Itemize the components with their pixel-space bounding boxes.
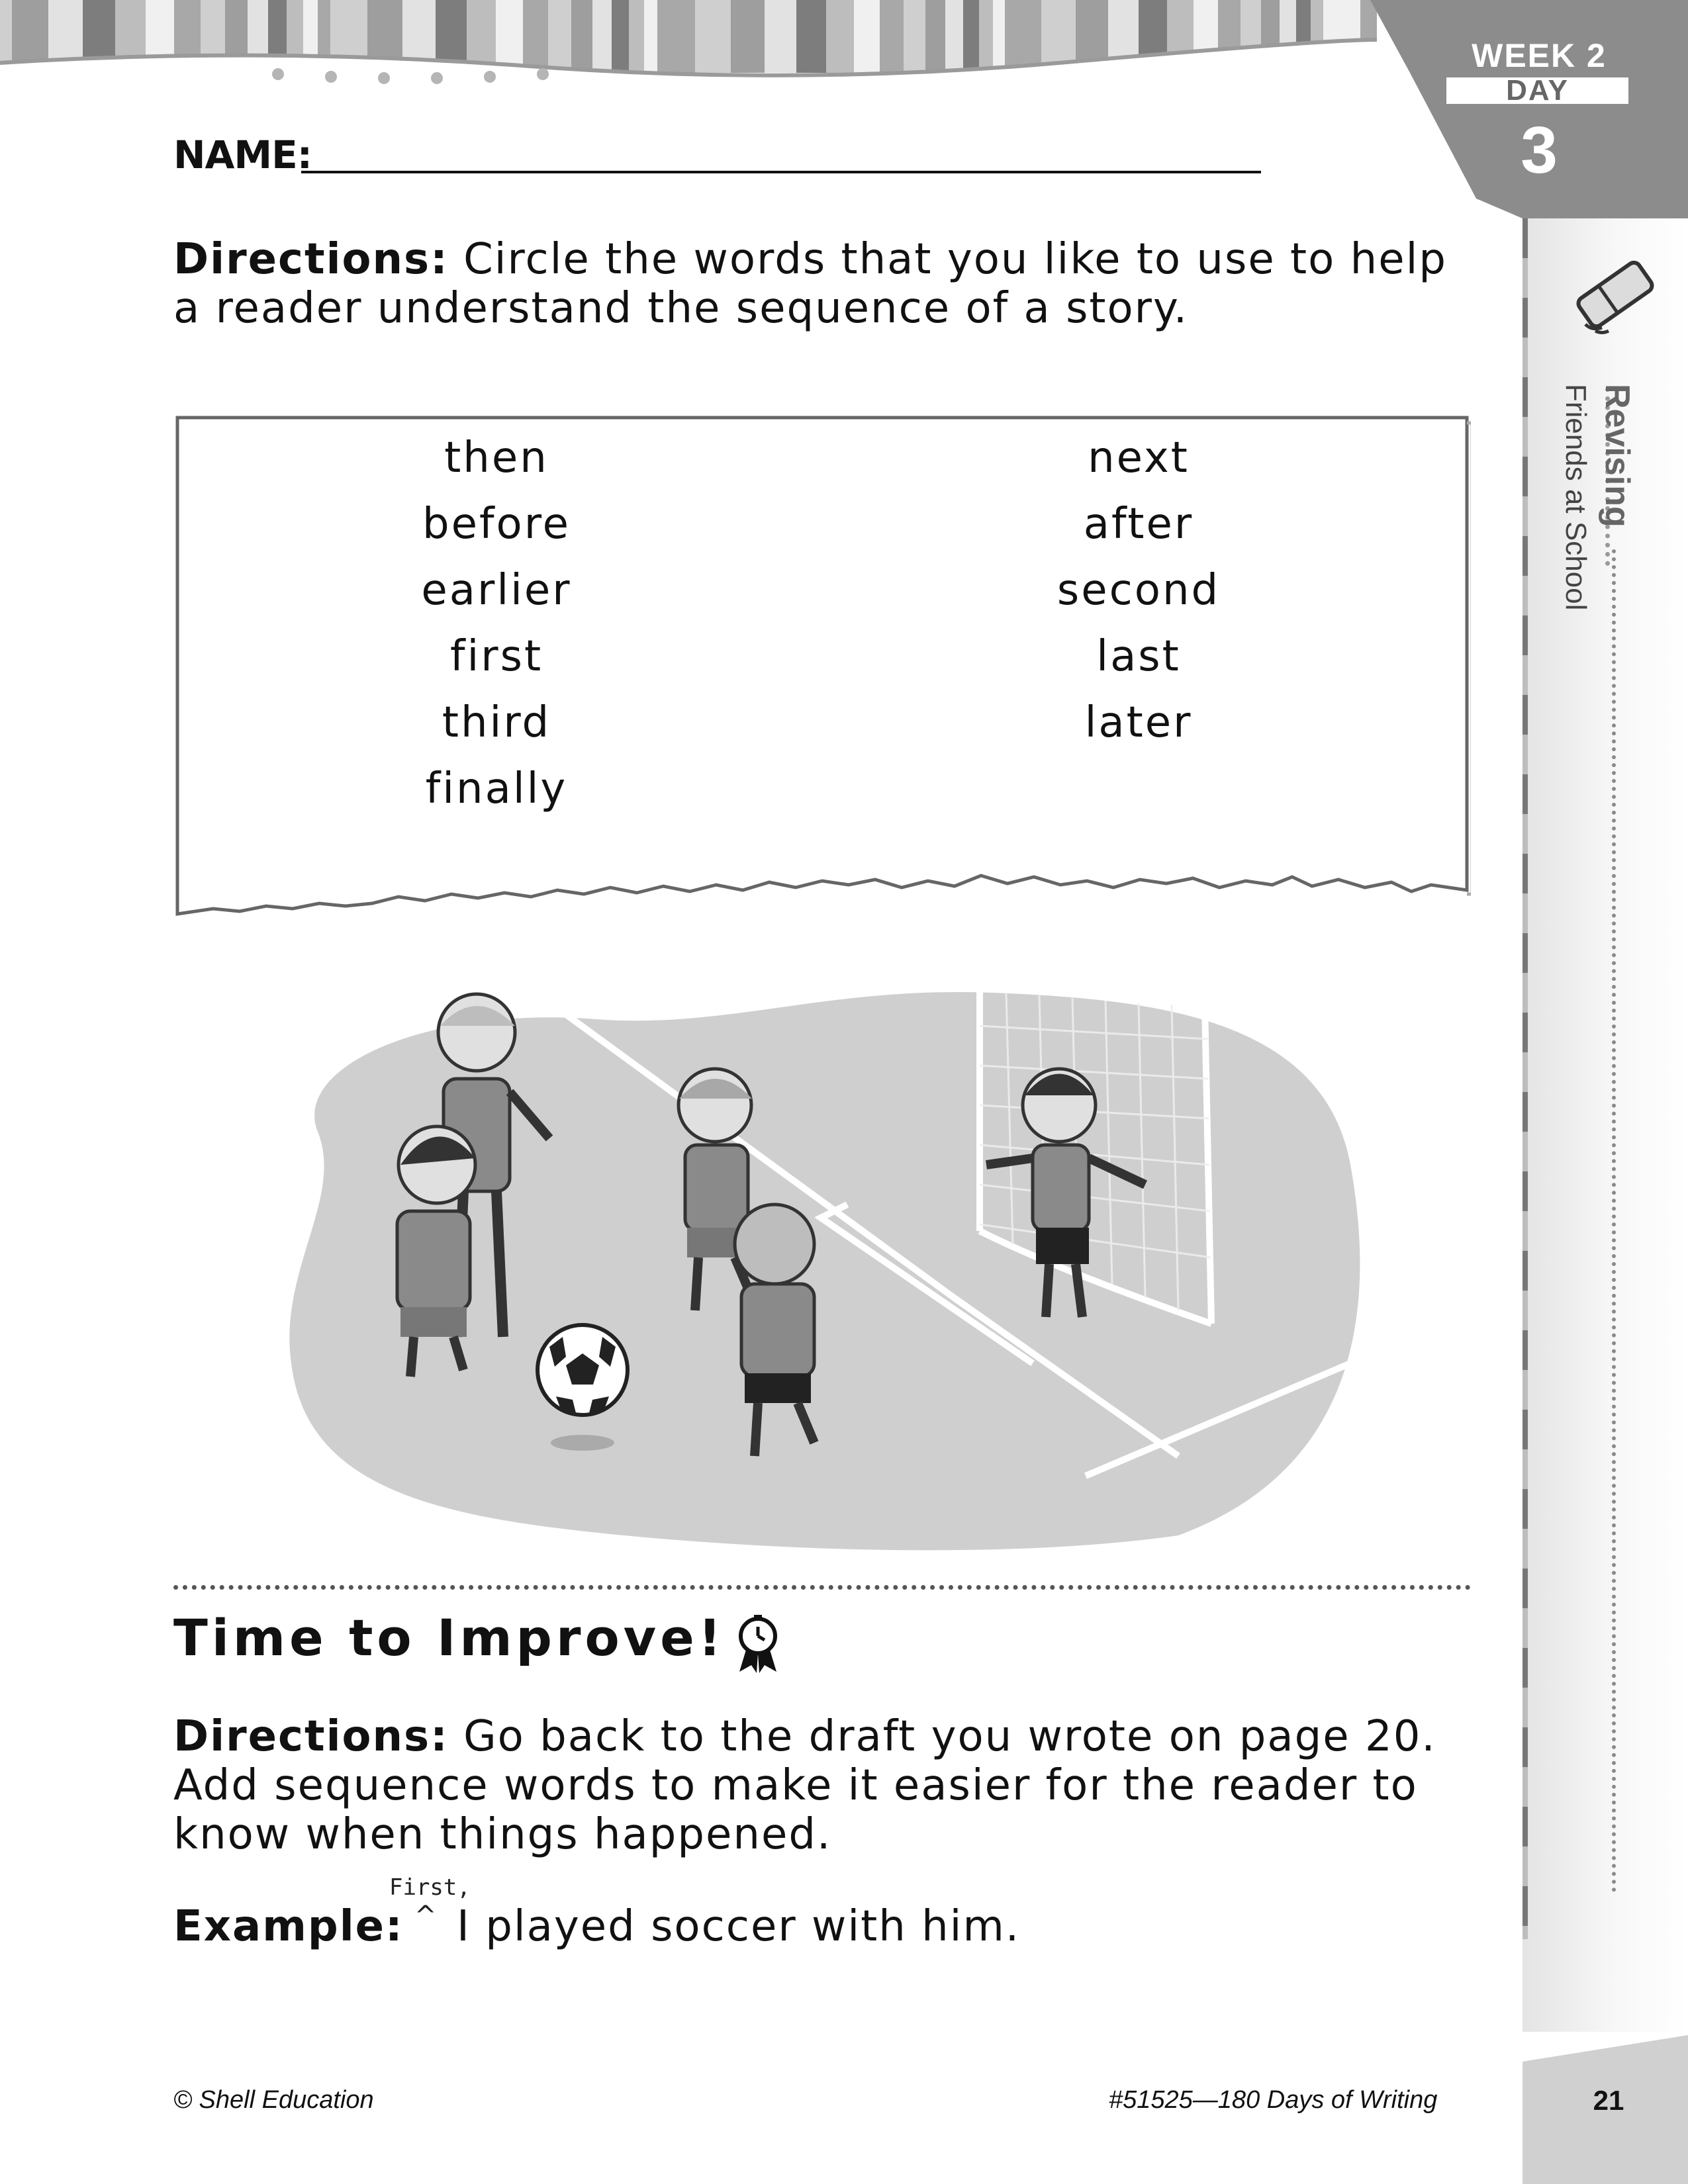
directions-text: Circle the words that you like to use to help a reader understand the sequence of a story. [173, 235, 1447, 333]
eraser-icon [1566, 245, 1665, 344]
word-right-4[interactable]: later [1084, 698, 1193, 747]
word-left-5[interactable]: finally [425, 764, 568, 813]
caret-mark: ^ [414, 1901, 437, 1931]
word-left-0[interactable]: then [444, 433, 549, 482]
directions-2 [173, 1712, 1471, 1859]
word-right-1[interactable]: after [1083, 500, 1194, 549]
word-left-2[interactable]: earlier [421, 566, 572, 615]
word-right-3[interactable]: last [1096, 632, 1181, 681]
ribbon-stopwatch-icon [731, 1614, 784, 1673]
directions-lead: Directions: [173, 235, 449, 284]
header-decoration [0, 0, 1377, 86]
section-title: Time to Improve! [173, 1608, 726, 1667]
skill-label: Revising [1598, 384, 1636, 527]
directions-2-lead: Directions: [173, 1712, 449, 1761]
directions-1 [173, 235, 1484, 333]
example-sentence: I played soccer with him. [457, 1902, 1021, 1951]
day-number: 3 [1521, 113, 1558, 187]
sidebar-stripe [1523, 218, 1528, 1939]
word-right-2[interactable]: second [1056, 566, 1221, 615]
word-left-4[interactable]: third [442, 698, 551, 747]
week-label: WEEK 2 [1472, 37, 1607, 74]
topic-label: Friends at School [1560, 384, 1592, 611]
page-number: 21 [1593, 2085, 1624, 2116]
sidebar-dots [1612, 549, 1616, 1893]
directions-2-text: Go back to the draft you wrote on page 20. Add sequence words to make it easier for the reader to know when things happened. [173, 1712, 1436, 1859]
day-label: DAY [1506, 74, 1569, 107]
word-right-0[interactable]: next [1088, 433, 1190, 482]
name-line[interactable] [301, 171, 1261, 173]
section-divider [173, 1585, 1471, 1590]
example-label: Example: [173, 1902, 404, 1951]
word-left-3[interactable]: first [449, 632, 543, 681]
name-label: NAME: [173, 132, 312, 177]
footer-publisher: © Shell Education [173, 2086, 374, 2114]
example-insert-word: First, [389, 1874, 471, 1901]
footer-book-title: #51525—180 Days of Writing [1109, 2086, 1438, 2114]
soccer-illustration [265, 966, 1364, 1562]
sidebar-labels [1559, 384, 1638, 715]
word-left-1[interactable]: before [422, 500, 571, 549]
